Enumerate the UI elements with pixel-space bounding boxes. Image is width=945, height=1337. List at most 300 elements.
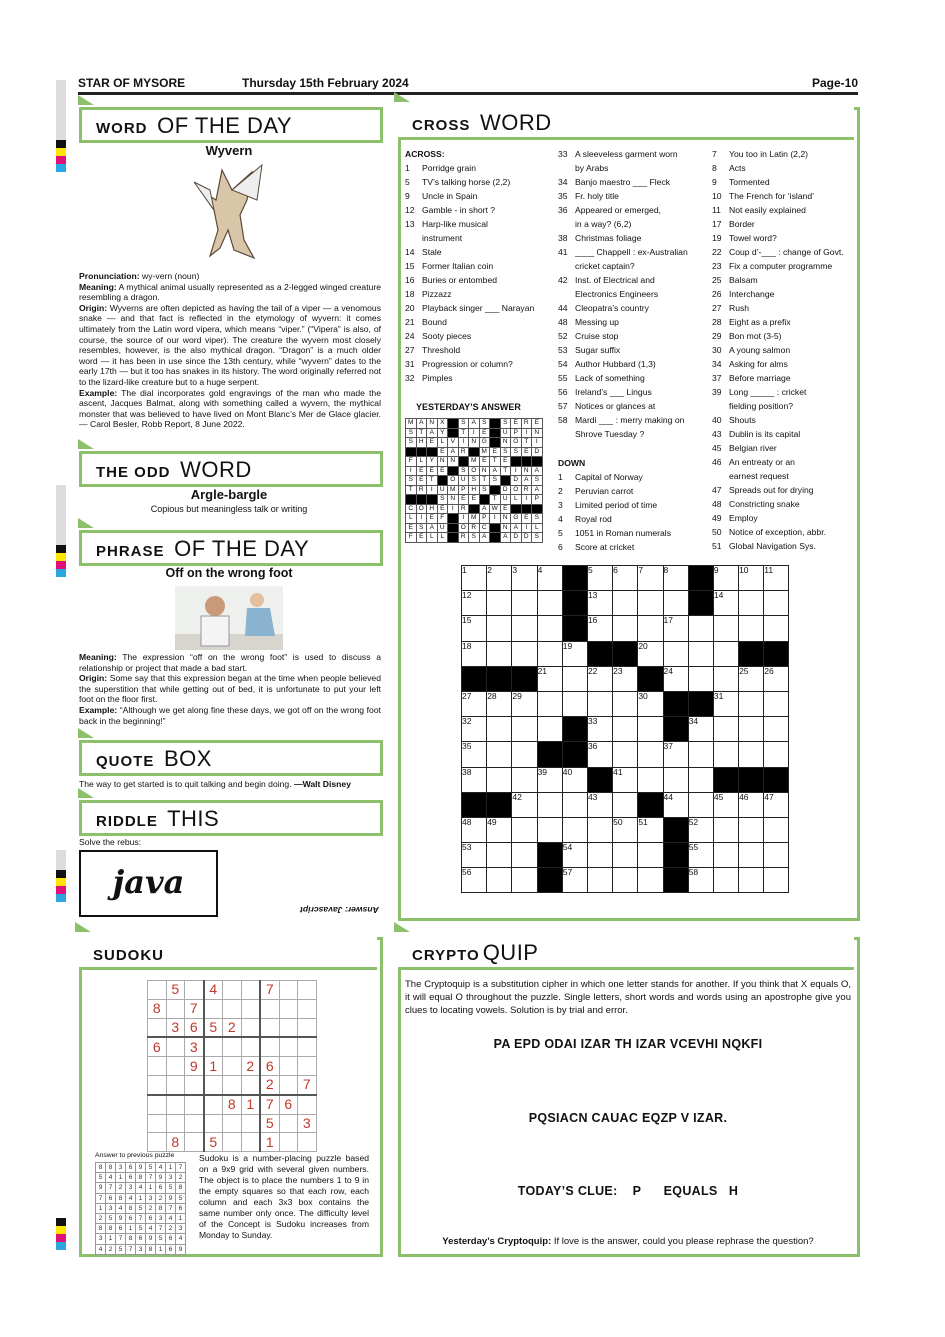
sudoku-cell[interactable]: 4 bbox=[204, 981, 223, 1000]
sudoku-cell: 8 bbox=[176, 1183, 186, 1193]
answer-cell: I bbox=[511, 466, 522, 476]
sudoku-cell[interactable]: 5 bbox=[204, 1018, 223, 1037]
grid-cell[interactable] bbox=[739, 591, 764, 616]
grid-cell[interactable] bbox=[638, 691, 663, 716]
grid-cell[interactable] bbox=[613, 591, 638, 616]
grid-cell[interactable] bbox=[713, 616, 738, 641]
grid-cell[interactable] bbox=[512, 691, 537, 716]
sudoku-cell[interactable] bbox=[185, 1095, 204, 1114]
grid-cell[interactable] bbox=[587, 566, 612, 591]
page-number: Page-10 bbox=[811, 76, 858, 90]
grid-cell[interactable] bbox=[663, 666, 688, 691]
sudoku-cell[interactable] bbox=[241, 999, 260, 1018]
clue-number: 10 bbox=[739, 565, 749, 575]
grid-cell[interactable] bbox=[739, 843, 764, 868]
sudoku-cell[interactable] bbox=[241, 1075, 260, 1094]
sudoku-cell[interactable]: 3 bbox=[166, 1018, 185, 1037]
sudoku-cell[interactable] bbox=[223, 1057, 242, 1076]
grid-cell[interactable] bbox=[512, 641, 537, 666]
grid-cell[interactable] bbox=[487, 843, 512, 868]
clue-number: 33 bbox=[587, 716, 598, 727]
grid-cell[interactable] bbox=[739, 868, 764, 893]
clue-number: 51 bbox=[638, 816, 648, 827]
grid-cell[interactable] bbox=[462, 767, 487, 792]
grid-cell[interactable] bbox=[688, 616, 713, 641]
grid-cell[interactable] bbox=[462, 591, 487, 616]
answer-cell: E bbox=[479, 457, 490, 467]
sudoku-cell[interactable] bbox=[298, 981, 317, 1000]
grid-cell[interactable] bbox=[713, 666, 738, 691]
grid-cell[interactable] bbox=[512, 868, 537, 893]
sudoku-cell: 6 bbox=[126, 1173, 136, 1183]
grid-cell[interactable] bbox=[537, 792, 562, 817]
black-square bbox=[416, 495, 427, 505]
answer-cell: L bbox=[406, 514, 417, 524]
grid-cell[interactable] bbox=[764, 591, 789, 616]
sudoku-cell[interactable]: 7 bbox=[298, 1075, 317, 1094]
grid-cell[interactable] bbox=[537, 691, 562, 716]
grid-cell[interactable] bbox=[713, 717, 738, 742]
grid-cell[interactable] bbox=[739, 666, 764, 691]
grid-cell[interactable] bbox=[587, 742, 612, 767]
grid-cell[interactable] bbox=[638, 868, 663, 893]
grid-cell[interactable] bbox=[613, 691, 638, 716]
sudoku-cell[interactable] bbox=[223, 1133, 242, 1152]
grid-cell[interactable] bbox=[764, 742, 789, 767]
quote-title: QUOTE BOX bbox=[79, 740, 383, 776]
grid-cell[interactable] bbox=[487, 616, 512, 641]
sudoku-cell[interactable] bbox=[260, 999, 279, 1018]
sudoku-cell[interactable]: 2 bbox=[241, 1057, 260, 1076]
grid-cell[interactable] bbox=[739, 566, 764, 591]
sudoku-cell[interactable] bbox=[204, 1075, 223, 1094]
sudoku-cell[interactable] bbox=[260, 1018, 279, 1037]
wyvern-illustration bbox=[192, 160, 266, 265]
sudoku-cell[interactable] bbox=[223, 999, 242, 1018]
grid-cell[interactable] bbox=[587, 666, 612, 691]
sudoku-cell[interactable]: 1 bbox=[204, 1057, 223, 1076]
grid-cell[interactable] bbox=[688, 641, 713, 666]
sudoku-cell[interactable] bbox=[241, 1114, 260, 1133]
answer-cell: A bbox=[427, 428, 438, 438]
grid-cell[interactable] bbox=[713, 641, 738, 666]
sudoku-cell[interactable] bbox=[204, 1037, 223, 1056]
grid-cell[interactable] bbox=[739, 717, 764, 742]
grid-cell[interactable] bbox=[613, 868, 638, 893]
clue-item: 32 Pimples bbox=[405, 373, 453, 383]
sudoku-cell[interactable] bbox=[298, 1057, 317, 1076]
grid-cell[interactable] bbox=[537, 641, 562, 666]
grid-cell[interactable] bbox=[537, 767, 562, 792]
sudoku-cell[interactable] bbox=[166, 1037, 185, 1056]
sudoku-cell[interactable] bbox=[204, 999, 223, 1018]
sudoku-cell[interactable] bbox=[148, 1133, 167, 1152]
grid-cell[interactable] bbox=[663, 566, 688, 591]
sudoku-cell[interactable]: 6 bbox=[279, 1095, 298, 1114]
sudoku-cell[interactable] bbox=[223, 1037, 242, 1056]
grid-cell[interactable] bbox=[713, 817, 738, 842]
grid-cell[interactable] bbox=[487, 566, 512, 591]
sudoku-cell[interactable] bbox=[241, 1133, 260, 1152]
answer-cell: S bbox=[406, 476, 417, 486]
sudoku-cell[interactable] bbox=[166, 1057, 185, 1076]
grid-cell[interactable] bbox=[537, 616, 562, 641]
black-square bbox=[469, 504, 480, 514]
grid-cell[interactable] bbox=[713, 742, 738, 767]
grid-cell[interactable] bbox=[739, 742, 764, 767]
grid-cell[interactable] bbox=[462, 843, 487, 868]
sudoku-cell[interactable] bbox=[298, 1037, 317, 1056]
grid-cell[interactable] bbox=[764, 792, 789, 817]
sudoku-cell[interactable] bbox=[279, 1114, 298, 1133]
grid-cell[interactable] bbox=[587, 616, 612, 641]
sudoku-cell[interactable] bbox=[185, 981, 204, 1000]
sudoku-cell[interactable] bbox=[148, 1095, 167, 1114]
sudoku-cell[interactable]: 1 bbox=[241, 1095, 260, 1114]
clue-item: 37 Before marriage bbox=[712, 373, 791, 383]
sudoku-cell[interactable] bbox=[148, 981, 167, 1000]
clue-number: 29 bbox=[512, 690, 522, 701]
sudoku-cell[interactable] bbox=[241, 1018, 260, 1037]
grid-cell[interactable] bbox=[638, 767, 663, 792]
grid-cell[interactable] bbox=[739, 792, 764, 817]
grid-cell[interactable] bbox=[663, 641, 688, 666]
grid-cell[interactable] bbox=[688, 742, 713, 767]
grid-cell[interactable] bbox=[638, 843, 663, 868]
sudoku-cell: 4 bbox=[176, 1234, 186, 1244]
answer-cell: A bbox=[500, 533, 511, 543]
sudoku-cell[interactable]: 2 bbox=[223, 1018, 242, 1037]
black-square bbox=[462, 666, 487, 691]
clue-item: 20 Playback singer ___ Narayan bbox=[405, 303, 535, 313]
grid-cell[interactable] bbox=[487, 742, 512, 767]
grid-cell[interactable] bbox=[613, 616, 638, 641]
grid-cell[interactable] bbox=[638, 817, 663, 842]
grid-cell[interactable] bbox=[739, 616, 764, 641]
grid-cell[interactable] bbox=[562, 641, 587, 666]
grid-cell[interactable] bbox=[688, 792, 713, 817]
sudoku-cell[interactable] bbox=[241, 981, 260, 1000]
sudoku-cell[interactable] bbox=[260, 1037, 279, 1056]
grid-cell[interactable] bbox=[487, 641, 512, 666]
sudoku-cell[interactable] bbox=[298, 1095, 317, 1114]
sudoku-cell[interactable]: 7 bbox=[260, 1095, 279, 1114]
sudoku-cell: 3 bbox=[106, 1203, 116, 1213]
grid-cell[interactable] bbox=[638, 566, 663, 591]
grid-cell[interactable] bbox=[764, 868, 789, 893]
answer-cell: M bbox=[448, 485, 459, 495]
sudoku-cell[interactable] bbox=[223, 1114, 242, 1133]
sudoku-cell[interactable] bbox=[298, 999, 317, 1018]
grid-cell[interactable] bbox=[487, 767, 512, 792]
grid-cell[interactable] bbox=[713, 591, 738, 616]
clue-item: 11 Not easily explained bbox=[712, 205, 806, 215]
sudoku-cell[interactable]: 7 bbox=[260, 981, 279, 1000]
black-square bbox=[739, 767, 764, 792]
answer-cell: E bbox=[437, 447, 448, 457]
sudoku-cell[interactable]: 7 bbox=[185, 999, 204, 1018]
sudoku-cell[interactable] bbox=[185, 1114, 204, 1133]
sudoku-cell: 7 bbox=[146, 1173, 156, 1183]
grid-cell[interactable] bbox=[462, 868, 487, 893]
grid-cell[interactable] bbox=[613, 767, 638, 792]
clue-number: 43 bbox=[587, 791, 598, 802]
sudoku-cell[interactable]: 5 bbox=[166, 981, 185, 1000]
sudoku-cell[interactable]: 8 bbox=[148, 999, 167, 1018]
grid-cell[interactable] bbox=[487, 717, 512, 742]
grid-cell[interactable] bbox=[613, 666, 638, 691]
grid-cell[interactable] bbox=[587, 591, 612, 616]
grid-cell[interactable] bbox=[462, 566, 487, 591]
sudoku-cell: 8 bbox=[116, 1193, 126, 1203]
sudoku-cell[interactable] bbox=[279, 981, 298, 1000]
grid-cell[interactable] bbox=[764, 717, 789, 742]
sudoku-cell[interactable]: 9 bbox=[185, 1057, 204, 1076]
grid-cell[interactable] bbox=[537, 566, 562, 591]
grid-cell[interactable] bbox=[487, 868, 512, 893]
answer-cell: D bbox=[500, 485, 511, 495]
grid-cell[interactable] bbox=[713, 691, 738, 716]
answer-cell: O bbox=[448, 476, 459, 486]
grid-cell[interactable] bbox=[739, 691, 764, 716]
grid-cell[interactable] bbox=[512, 742, 537, 767]
grid-cell[interactable] bbox=[512, 616, 537, 641]
grid-cell[interactable] bbox=[537, 717, 562, 742]
grid-cell[interactable] bbox=[462, 717, 487, 742]
clue-number: 52 bbox=[688, 816, 699, 827]
grid-cell[interactable] bbox=[587, 843, 612, 868]
grid-cell[interactable] bbox=[562, 792, 587, 817]
grid-cell[interactable] bbox=[487, 591, 512, 616]
grid-cell[interactable] bbox=[587, 868, 612, 893]
sudoku-cell: 6 bbox=[126, 1213, 136, 1223]
grid-cell[interactable] bbox=[663, 591, 688, 616]
sudoku-cell: 3 bbox=[96, 1234, 106, 1244]
grid-cell[interactable] bbox=[613, 817, 638, 842]
black-square bbox=[739, 641, 764, 666]
answer-cell: M bbox=[406, 419, 417, 429]
sudoku-cell[interactable]: 6 bbox=[148, 1037, 167, 1056]
sudoku-cell[interactable]: 2 bbox=[260, 1075, 279, 1094]
grid-cell[interactable] bbox=[688, 817, 713, 842]
grid-cell[interactable] bbox=[638, 616, 663, 641]
answer-cell: S bbox=[532, 533, 543, 543]
sudoku-cell[interactable] bbox=[166, 1114, 185, 1133]
grid-cell[interactable] bbox=[587, 691, 612, 716]
grid-cell[interactable] bbox=[512, 843, 537, 868]
grid-cell[interactable] bbox=[638, 591, 663, 616]
answer-cell: M bbox=[469, 457, 480, 467]
grid-cell[interactable] bbox=[512, 566, 537, 591]
grid-cell[interactable] bbox=[562, 691, 587, 716]
answer-cell: S bbox=[500, 419, 511, 429]
grid-cell[interactable] bbox=[764, 691, 789, 716]
grid-cell[interactable] bbox=[713, 566, 738, 591]
sudoku-cell[interactable]: 6 bbox=[185, 1018, 204, 1037]
sudoku-cell: 1 bbox=[106, 1234, 116, 1244]
answer-cell: S bbox=[406, 428, 417, 438]
sudoku-cell[interactable] bbox=[166, 999, 185, 1018]
clue-item: 53 Sugar suffix bbox=[558, 345, 621, 355]
grid-cell[interactable] bbox=[537, 591, 562, 616]
sudoku-cell[interactable] bbox=[148, 1057, 167, 1076]
grid-cell[interactable] bbox=[713, 792, 738, 817]
grid-cell[interactable] bbox=[663, 616, 688, 641]
sudoku-cell[interactable]: 6 bbox=[260, 1057, 279, 1076]
grid-cell[interactable] bbox=[613, 566, 638, 591]
answer-cell: R bbox=[458, 533, 469, 543]
sudoku-cell[interactable] bbox=[185, 1075, 204, 1094]
clue-number: 40 bbox=[562, 766, 573, 777]
sudoku-cell[interactable] bbox=[166, 1095, 185, 1114]
grid-cell[interactable] bbox=[562, 817, 587, 842]
clue-number: 15 bbox=[462, 615, 472, 626]
answer-cell: E bbox=[532, 419, 543, 429]
sudoku-cell[interactable] bbox=[298, 1018, 317, 1037]
grid-cell[interactable] bbox=[638, 717, 663, 742]
grid-cell[interactable] bbox=[688, 717, 713, 742]
grid-cell[interactable] bbox=[562, 666, 587, 691]
sudoku-cell[interactable] bbox=[223, 981, 242, 1000]
grid-cell[interactable] bbox=[462, 641, 487, 666]
grid-cell[interactable] bbox=[663, 767, 688, 792]
grid-cell[interactable] bbox=[663, 742, 688, 767]
clue-number: 35 bbox=[462, 741, 472, 752]
grid-cell[interactable] bbox=[638, 742, 663, 767]
sudoku-cell[interactable] bbox=[279, 1075, 298, 1094]
grid-cell[interactable] bbox=[512, 717, 537, 742]
grid-cell[interactable] bbox=[537, 817, 562, 842]
clue-item: 36 Appeared or emerged, bbox=[558, 205, 661, 215]
grid-cell[interactable] bbox=[462, 817, 487, 842]
answer-cell: I bbox=[406, 466, 417, 476]
grid-cell[interactable] bbox=[688, 868, 713, 893]
sudoku-cell[interactable] bbox=[279, 1037, 298, 1056]
grid-cell[interactable] bbox=[462, 616, 487, 641]
sudoku-cell[interactable]: 5 bbox=[260, 1114, 279, 1133]
grid-cell[interactable] bbox=[764, 666, 789, 691]
grid-cell[interactable] bbox=[487, 817, 512, 842]
sudoku-cell[interactable]: 3 bbox=[298, 1114, 317, 1133]
grid-cell[interactable] bbox=[688, 767, 713, 792]
grid-cell[interactable] bbox=[764, 566, 789, 591]
clue-item: 49 Employ bbox=[712, 513, 758, 523]
grid-cell[interactable] bbox=[562, 843, 587, 868]
odd-word-title: THE ODD WORD bbox=[79, 451, 383, 487]
grid-cell[interactable] bbox=[537, 666, 562, 691]
grid-cell[interactable] bbox=[562, 767, 587, 792]
grid-cell[interactable] bbox=[613, 792, 638, 817]
clue-item: 15 Former Italian coin bbox=[405, 261, 494, 271]
sudoku-cell: 1 bbox=[146, 1183, 156, 1193]
sudoku-cell[interactable] bbox=[166, 1075, 185, 1094]
answer-cell: N bbox=[532, 428, 543, 438]
clue-item: 23 Fix a computer programme bbox=[712, 261, 833, 271]
answer-cell: D bbox=[532, 447, 543, 457]
sudoku-cell[interactable]: 8 bbox=[166, 1133, 185, 1152]
clue-number: 1 bbox=[462, 565, 467, 575]
sudoku-cell[interactable] bbox=[148, 1018, 167, 1037]
sudoku-cell[interactable] bbox=[279, 1057, 298, 1076]
answer-cell: E bbox=[500, 504, 511, 514]
clue-item: Shrove Tuesday ? bbox=[575, 429, 645, 439]
clue-item: 31 Progression or column? bbox=[405, 359, 513, 369]
clue-item: 10 The French for ‘island’ bbox=[712, 191, 815, 201]
sudoku-cell[interactable]: 1 bbox=[260, 1133, 279, 1152]
sudoku-cell[interactable] bbox=[279, 999, 298, 1018]
sudoku-cell[interactable] bbox=[298, 1133, 317, 1152]
sudoku-cell[interactable] bbox=[279, 1018, 298, 1037]
clue-item: 30 A young salmon bbox=[712, 345, 791, 355]
answer-cell: I bbox=[458, 438, 469, 448]
grid-cell[interactable] bbox=[512, 591, 537, 616]
sudoku-cell[interactable] bbox=[279, 1133, 298, 1152]
grid-cell[interactable] bbox=[764, 616, 789, 641]
grid-cell[interactable] bbox=[562, 868, 587, 893]
grid-cell[interactable] bbox=[663, 792, 688, 817]
answer-cell: L bbox=[416, 457, 427, 467]
clue-item: 57 Notices or glances at bbox=[558, 401, 656, 411]
sudoku-cell[interactable]: 5 bbox=[204, 1133, 223, 1152]
grid-cell[interactable] bbox=[587, 717, 612, 742]
answer-cell: A bbox=[532, 485, 543, 495]
black-square bbox=[663, 843, 688, 868]
sudoku-cell[interactable] bbox=[204, 1114, 223, 1133]
sudoku-cell: 2 bbox=[176, 1173, 186, 1183]
sudoku-cell[interactable] bbox=[185, 1133, 204, 1152]
grid-cell[interactable] bbox=[764, 817, 789, 842]
grid-cell[interactable] bbox=[613, 843, 638, 868]
grid-cell[interactable] bbox=[613, 717, 638, 742]
sudoku-cell[interactable] bbox=[148, 1075, 167, 1094]
grid-cell[interactable] bbox=[764, 843, 789, 868]
clue-item: 14 Stale bbox=[405, 247, 442, 257]
grid-cell[interactable] bbox=[512, 817, 537, 842]
sudoku-cell: 5 bbox=[116, 1244, 126, 1254]
clue-item: 44 Cleopatra’s country bbox=[558, 303, 649, 313]
grid-cell[interactable] bbox=[713, 868, 738, 893]
grid-cell[interactable] bbox=[512, 792, 537, 817]
sudoku-cell[interactable] bbox=[204, 1095, 223, 1114]
answer-cell: L bbox=[532, 523, 543, 533]
grid-cell[interactable] bbox=[688, 666, 713, 691]
answer-cell: R bbox=[416, 485, 427, 495]
clue-number: 18 bbox=[462, 640, 472, 651]
grid-cell[interactable] bbox=[688, 843, 713, 868]
word-of-day-title: WORD OF THE DAY bbox=[79, 107, 383, 143]
grid-cell[interactable] bbox=[713, 843, 738, 868]
answer-cell: N bbox=[448, 495, 459, 505]
grid-cell[interactable] bbox=[587, 817, 612, 842]
grid-cell[interactable] bbox=[487, 691, 512, 716]
grid-cell[interactable] bbox=[462, 691, 487, 716]
grid-cell[interactable] bbox=[739, 817, 764, 842]
sudoku-cell[interactable] bbox=[241, 1037, 260, 1056]
sudoku-cell: 3 bbox=[176, 1224, 186, 1234]
grid-cell[interactable] bbox=[587, 792, 612, 817]
sudoku-cell[interactable] bbox=[148, 1114, 167, 1133]
grid-cell[interactable] bbox=[613, 742, 638, 767]
grid-cell[interactable] bbox=[462, 742, 487, 767]
sudoku-cell: 9 bbox=[176, 1244, 186, 1254]
sudoku-cell[interactable]: 8 bbox=[223, 1095, 242, 1114]
clue-item: 7 You too in Latin (2,2) bbox=[712, 149, 808, 159]
sudoku-cell[interactable]: 3 bbox=[185, 1037, 204, 1056]
grid-cell[interactable] bbox=[512, 767, 537, 792]
sudoku-cell[interactable] bbox=[223, 1075, 242, 1094]
clue-number: 41 bbox=[613, 766, 623, 777]
grid-cell[interactable] bbox=[638, 641, 663, 666]
